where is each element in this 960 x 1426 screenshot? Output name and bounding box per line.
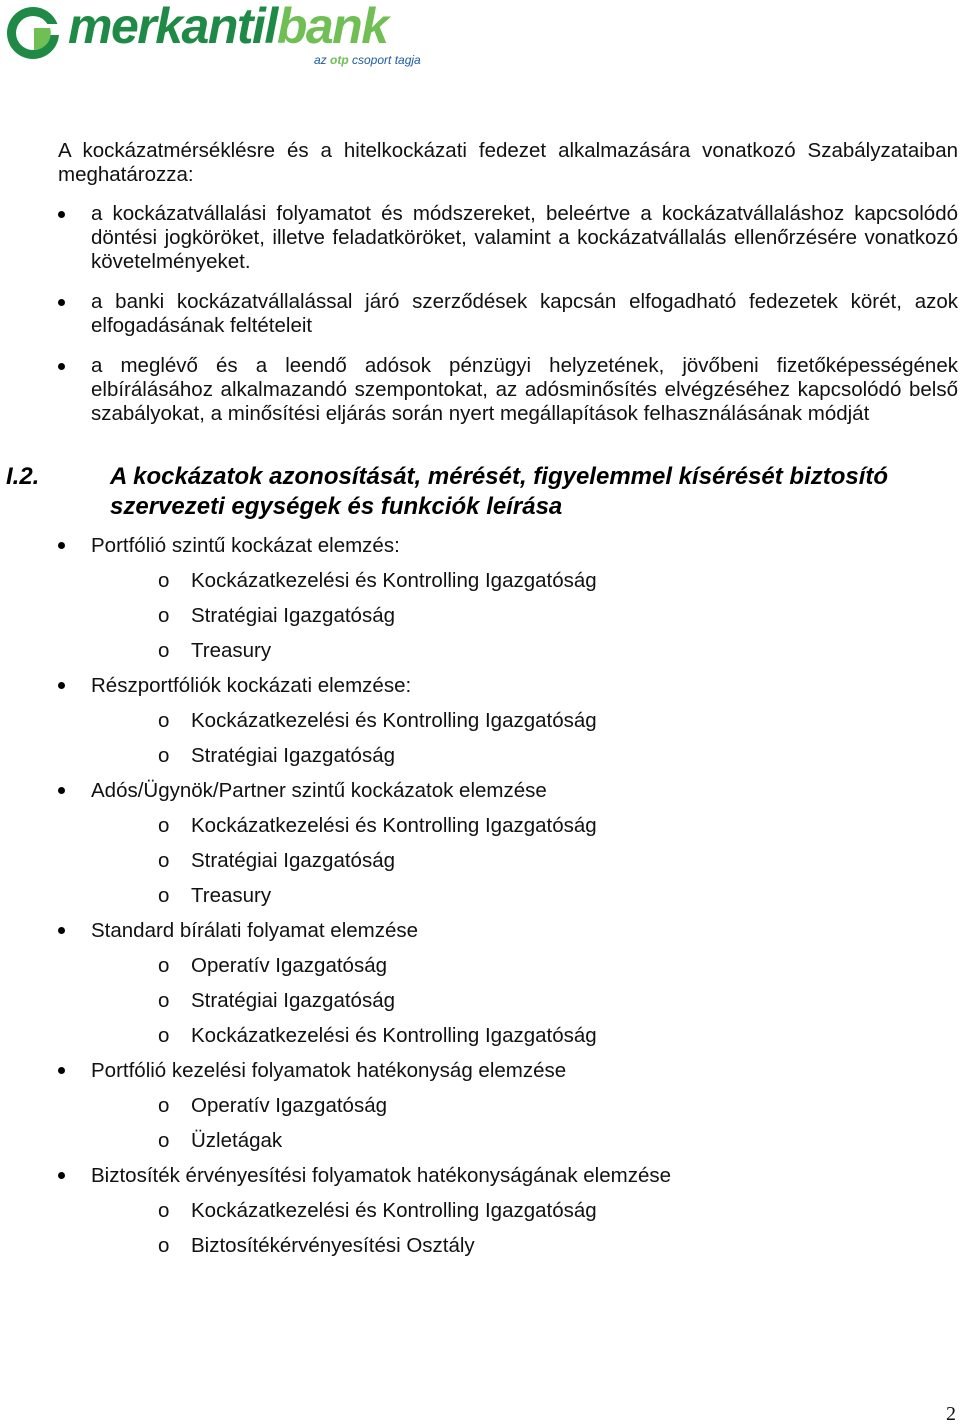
sub-list: [58, 808, 958, 913]
list-item: [58, 773, 958, 808]
logo-wordmark: [68, 0, 388, 56]
sub-bullet-icon: o: [158, 954, 170, 977]
list-item: [58, 354, 958, 426]
list-item-text: a kockázatvállalási folyamatot és módszereket, beleértve a kockázatvállaláshoz kapcsolódó döntési jogköröket, illetve feladatköröket, valamint a kockázatvállalás ellenőrzésére vonatkozó követelményeket.: [91, 202, 958, 273]
logo-word-dark: merkantil: [68, 0, 277, 54]
sub-list-item: [58, 598, 958, 633]
bullet-icon: [58, 927, 65, 934]
sub-list-container: [58, 1193, 958, 1263]
sub-list-container: [58, 703, 958, 773]
sub-list-item: [58, 1193, 958, 1228]
sub-list-item-text: Stratégiai Igazgatóság: [191, 744, 395, 767]
sub-bullet-icon: o: [158, 884, 170, 907]
bullet-icon: [58, 787, 65, 794]
sub-list-item-text: Kockázatkezelési és Kontrolling Igazgatóság: [191, 1199, 597, 1222]
sub-list-item: [58, 1123, 958, 1158]
sub-bullet-icon: o: [158, 639, 170, 662]
sub-bullet-icon: o: [158, 989, 170, 1012]
sub-list-container: [58, 1088, 958, 1158]
sub-list-item: [58, 1088, 958, 1123]
sub-bullet-icon: o: [158, 1129, 170, 1152]
bullet-icon: [58, 211, 65, 218]
sub-list-container: [58, 563, 958, 668]
merkantilbank-logo-mark-icon: [4, 4, 62, 62]
section-number: I.2.: [6, 463, 40, 490]
sub-list-item: [58, 563, 958, 598]
sub-list-container: [58, 808, 958, 913]
sub-list: [58, 563, 958, 668]
sub-list-item-text: Treasury: [191, 884, 272, 907]
sub-list-item-text: Operatív Igazgatóság: [191, 1094, 388, 1117]
sub-list-item: [58, 983, 958, 1018]
sub-list-item-text: Kockázatkezelési és Kontrolling Igazgatóság: [191, 1024, 597, 1047]
sub-list-item-text: Biztosítékérvényesítési Osztály: [191, 1234, 475, 1257]
sub-list-item: [58, 738, 958, 773]
sub-list-container: [58, 948, 958, 1053]
list-item: [58, 202, 958, 274]
sub-list: [58, 1193, 958, 1263]
bullet-icon: [58, 682, 65, 689]
sub-list-item-text: Operatív Igazgatóság: [191, 954, 388, 977]
sub-bullet-icon: o: [158, 1234, 170, 1257]
sub-list-item: [58, 1018, 958, 1053]
list-item: [58, 913, 958, 948]
logo-tagline: [314, 53, 421, 67]
sub-list: [58, 1088, 958, 1158]
list-item: [58, 668, 958, 703]
unit-bullet-list: [58, 528, 958, 1263]
sub-list: [58, 703, 958, 773]
sub-list-item: [58, 808, 958, 843]
sub-list-item-text: Stratégiai Igazgatóság: [191, 989, 395, 1012]
sub-list-item: [58, 1228, 958, 1263]
section-heading: [6, 462, 958, 522]
bullet-icon: [58, 1172, 65, 1179]
list-item: [58, 1053, 958, 1088]
list-item: [58, 1158, 958, 1193]
list-item-label: Adós/Ügynök/Partner szintű kockázatok elemzése: [91, 779, 547, 802]
bullet-icon: [58, 299, 65, 306]
intro-paragraph: A kockázatmérséklésre és a hitelkockázati fedezet alkalmazására vonatkozó Szabályzataiban meghatározza:: [58, 139, 958, 186]
bullet-icon: [58, 363, 65, 370]
sub-list-item: [58, 878, 958, 913]
sub-list-item-text: Üzletágak: [191, 1129, 283, 1152]
sub-list-item: [58, 633, 958, 668]
section-title: A kockázatok azonosítását, mérését, figyelemmel kísérését biztosító szervezeti egységek és funkciók leírása: [110, 463, 889, 520]
merkantilbank-logo: [4, 2, 444, 70]
sub-bullet-icon: o: [158, 744, 170, 767]
sub-list-item-text: Kockázatkezelési és Kontrolling Igazgatóság: [191, 709, 597, 732]
sub-list-item-text: Stratégiai Igazgatóság: [191, 849, 395, 872]
sub-list-item: [58, 843, 958, 878]
sub-bullet-icon: o: [158, 604, 170, 627]
logo-word-light: bank: [276, 0, 388, 54]
page-number: 2: [946, 1403, 956, 1425]
list-item-label: Portfólió szintű kockázat elemzés:: [91, 534, 400, 557]
sub-list-item-text: Stratégiai Igazgatóság: [191, 604, 395, 627]
sub-bullet-icon: o: [158, 1094, 170, 1117]
sub-list-item-text: Kockázatkezelési és Kontrolling Igazgatóság: [191, 569, 597, 592]
sub-list-item-text: Kockázatkezelési és Kontrolling Igazgatóság: [191, 814, 597, 837]
policy-bullet-list: [58, 202, 958, 426]
sub-bullet-icon: o: [158, 709, 170, 732]
list-item: [58, 528, 958, 563]
bullet-icon: [58, 542, 65, 549]
list-item-label: Részportfóliók kockázati elemzése:: [91, 674, 412, 697]
sub-bullet-icon: o: [158, 849, 170, 872]
sub-list-item: [58, 948, 958, 983]
list-item: [58, 290, 958, 338]
logo-tag-brand: otp: [330, 53, 349, 67]
list-item-label: Standard bírálati folyamat elemzése: [91, 919, 419, 942]
bullet-icon: [58, 1067, 65, 1074]
logo-tag-suffix: csoport tagja: [348, 53, 421, 67]
sub-bullet-icon: o: [158, 1024, 170, 1047]
sub-bullet-icon: o: [158, 814, 170, 837]
document-body: [58, 139, 958, 442]
sub-list-item: [58, 703, 958, 738]
sub-bullet-icon: o: [158, 569, 170, 592]
sub-list: [58, 948, 958, 1053]
list-item-text: a banki kockázatvállalással járó szerződések kapcsán elfogadható fedezetek körét, azok elfogadásának feltételeit: [91, 290, 958, 337]
list-item-label: Biztosíték érvényesítési folyamatok hatékonyságának elemzése: [91, 1164, 671, 1187]
list-item-label: Portfólió kezelési folyamatok hatékonyság elemzése: [91, 1059, 567, 1082]
sub-list-item-text: Treasury: [191, 639, 272, 662]
logo-tag-prefix: az: [314, 53, 331, 67]
list-item-text: a meglévő és a leendő adósok pénzügyi helyzetének, jövőbeni fizetőképességének elbírálásához alkalmazandó szempontokat, az adósminősítés elvégzéséhez kapcsolódó belső szabályokat, a minősítési eljárás során nyert megállapítások felhasználásának módját: [91, 354, 958, 425]
sub-bullet-icon: o: [158, 1199, 170, 1222]
